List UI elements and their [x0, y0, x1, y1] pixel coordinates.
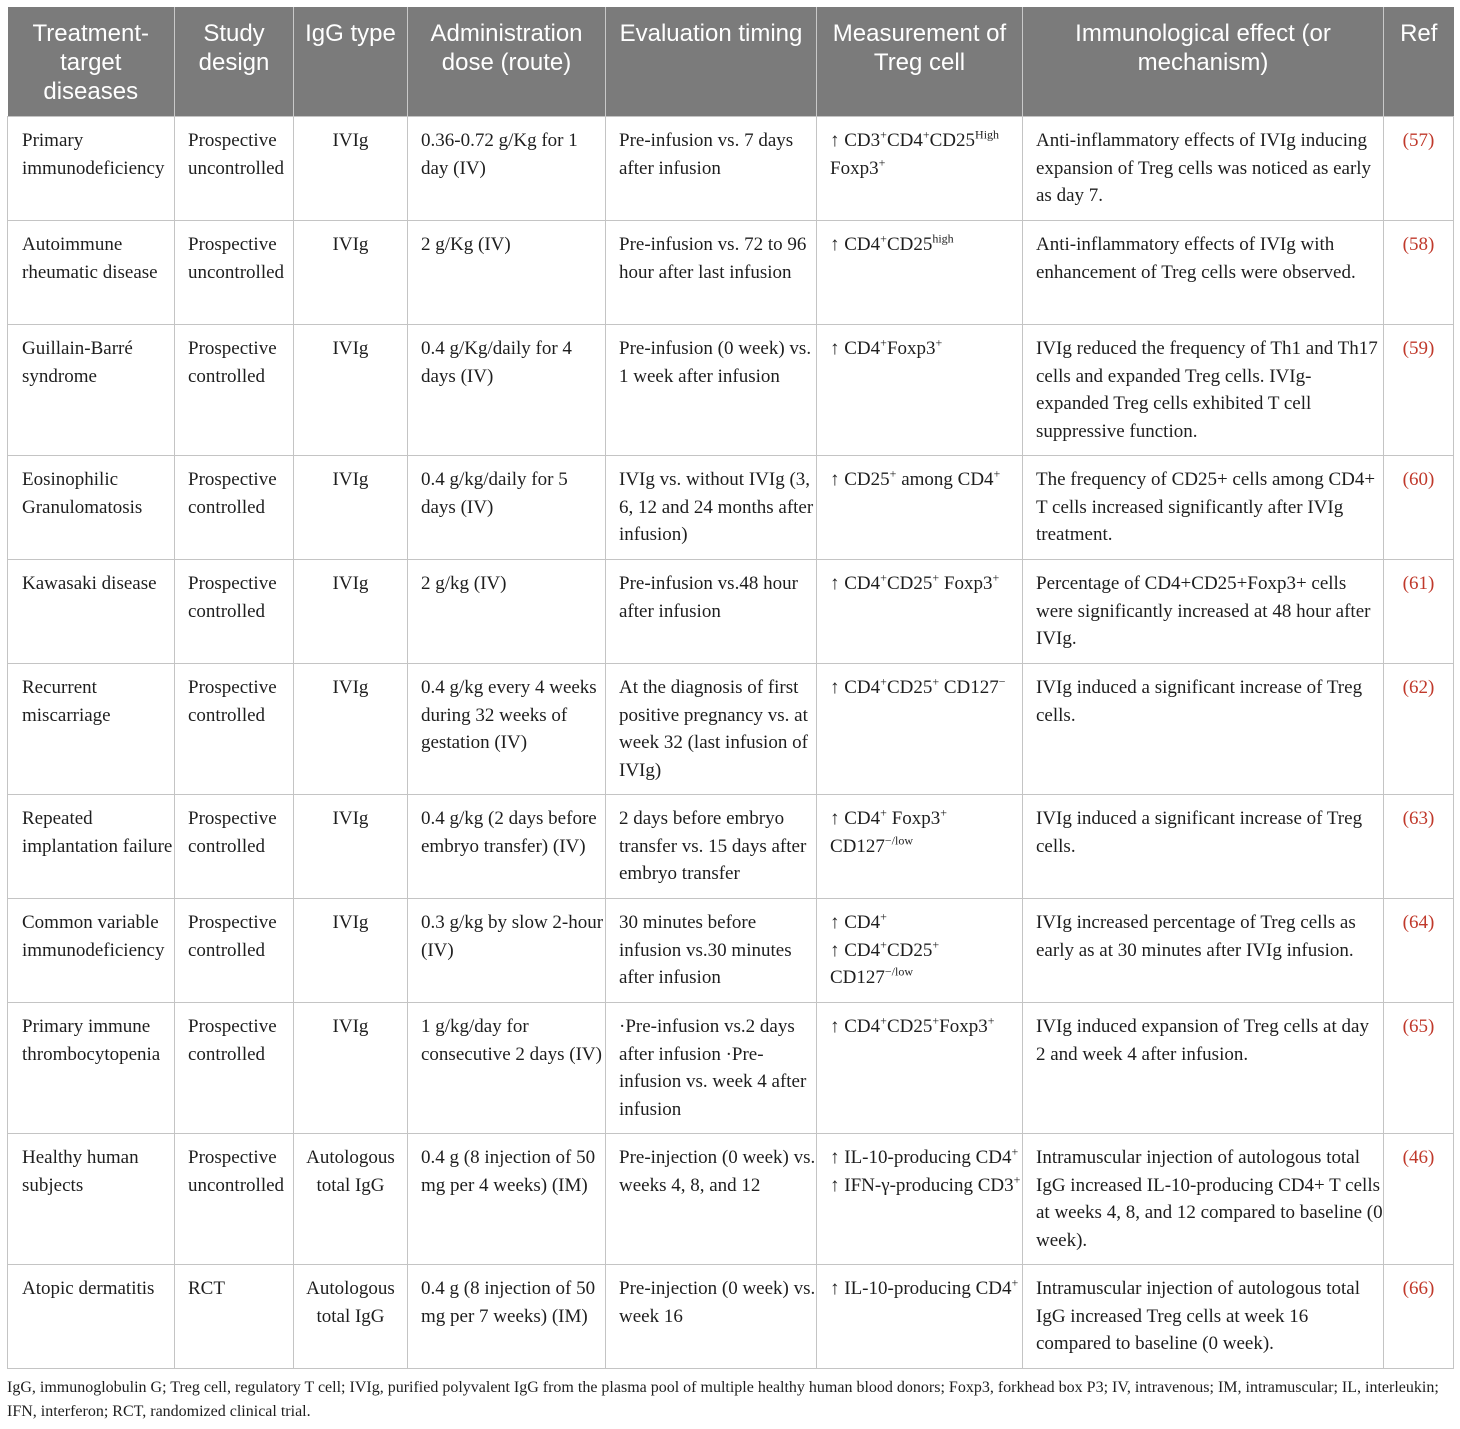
treg-cell [817, 1265, 1023, 1369]
study-design-cell: Prospective controlled [175, 795, 294, 899]
header-treg-measurement: Measurement of Treg cell [817, 7, 1023, 117]
study-design-cell: Prospective controlled [175, 899, 294, 1003]
study-design-cell: Prospective controlled [175, 325, 294, 456]
ref-cell [1384, 221, 1454, 325]
dose-cell: 0.4 g (8 injection of 50 mg per 4 weeks) (IM) [408, 1134, 606, 1265]
ref-cell [1384, 117, 1454, 221]
reference-link[interactable]: (64) [1402, 912, 1435, 933]
ref-cell [1384, 1134, 1454, 1265]
timing-cell: Pre-infusion vs. 7 days after infusion [606, 117, 817, 221]
study-design-cell: Prospective controlled [175, 456, 294, 560]
treg-marker: ↑ $CD3^+CD4^+CD25^{High}$ Foxp3+ [830, 127, 1000, 179]
igg-type-cell: IVIg [294, 325, 408, 456]
effect-cell: IVIg induced expansion of Treg cells at day 2 and week 4 after infusion. [1023, 1003, 1384, 1134]
reference-link[interactable]: (66) [1402, 1278, 1435, 1299]
dose-cell: 0.4 g/Kg/daily for 4 days (IV) [408, 325, 606, 456]
disease-cell: Repeated implantation failure [8, 795, 175, 899]
effect-cell: IVIg reduced the frequency of Th1 and Th17 cells and expanded Treg cells. IVIg-expanded Treg cells exhibited T cell suppressive function. [1023, 325, 1384, 456]
treg-cell [817, 899, 1023, 1003]
disease-cell: Common variable immunodeficiency [8, 899, 175, 1003]
table-container [7, 7, 1453, 1369]
reference-link[interactable]: (63) [1402, 808, 1435, 829]
effect-cell: The frequency of CD25+ cells among CD4+ T cells increased significantly after IVIg treatment. [1023, 456, 1384, 560]
treg-cell [817, 560, 1023, 664]
ref-cell [1384, 325, 1454, 456]
study-design-cell: Prospective uncontrolled [175, 117, 294, 221]
reference-link[interactable]: (60) [1402, 469, 1435, 490]
ref-cell [1384, 456, 1454, 560]
reference-link[interactable]: (61) [1402, 573, 1435, 594]
study-design-cell: Prospective uncontrolled [175, 1134, 294, 1265]
treg-cell [817, 325, 1023, 456]
table-row [8, 221, 1454, 325]
treg-cell [817, 664, 1023, 795]
treg-marker: ↑ $CD4^+CD25^{high}$ [830, 231, 954, 255]
header-evaluation-timing: Evaluation timing [606, 7, 817, 117]
treg-cell [817, 795, 1023, 899]
study-design-cell: Prospective controlled [175, 1003, 294, 1134]
treg-marker: ↑ CD25+ among CD4+ [830, 466, 1001, 490]
disease-cell: Autoimmune rheumatic disease [8, 221, 175, 325]
igg-type-cell: IVIg [294, 221, 408, 325]
reference-link[interactable]: (65) [1402, 1016, 1435, 1037]
timing-cell: 30 minutes before infusion vs.30 minutes after infusion [606, 899, 817, 1003]
igg-type-cell: IVIg [294, 117, 408, 221]
disease-cell: Eosinophilic Granulomatosis [8, 456, 175, 560]
ref-cell [1384, 795, 1454, 899]
reference-link[interactable]: (62) [1402, 677, 1435, 698]
dose-cell: 0.4 g/kg (2 days before embryo transfer) (IV) [408, 795, 606, 899]
timing-cell: 2 days before embryo transfer vs. 15 days after embryo transfer [606, 795, 817, 899]
treg-cell [817, 1134, 1023, 1265]
igg-type-cell: IVIg [294, 899, 408, 1003]
reference-link[interactable]: (59) [1402, 338, 1435, 359]
dose-cell: 0.4 g (8 injection of 50 mg per 7 weeks) (IM) [408, 1265, 606, 1369]
study-design-cell: RCT [175, 1265, 294, 1369]
disease-cell: Recurrent miscarriage [8, 664, 175, 795]
header-row [8, 7, 1454, 117]
disease-cell: Primary immune thrombocytopenia [8, 1003, 175, 1134]
timing-cell: Pre-infusion (0 week) vs. 1 week after infusion [606, 325, 817, 456]
treg-marker: ↑ CD4+CD25+ CD127− [830, 674, 1006, 698]
treg-cell [817, 117, 1023, 221]
effect-cell: Anti-inflammatory effects of IVIg inducing expansion of Treg cells was noticed as early as day 7. [1023, 117, 1384, 221]
table-row [8, 325, 1454, 456]
treg-igg-table [7, 7, 1454, 1369]
timing-cell: Pre-infusion vs.48 hour after infusion [606, 560, 817, 664]
header-treatment-target: Treatment-target diseases [8, 7, 175, 117]
treg-marker: ↑ CD4+Foxp3+ [830, 335, 943, 359]
effect-cell: IVIg induced a significant increase of Treg cells. [1023, 664, 1384, 795]
table-row [8, 664, 1454, 795]
treg-marker: ↑ CD4+CD25+ $CD127^{-/low}$ [830, 937, 940, 989]
dose-cell: 0.4 g/kg/daily for 5 days (IV) [408, 456, 606, 560]
effect-cell: IVIg increased percentage of Treg cells as early as at 30 minutes after IVIg infusion. [1023, 899, 1384, 1003]
timing-cell: Pre-injection (0 week) vs. weeks 4, 8, and 12 [606, 1134, 817, 1265]
disease-cell: Primary immunodeficiency [8, 117, 175, 221]
igg-type-cell: Autologous total IgG [294, 1134, 408, 1265]
table-row [8, 899, 1454, 1003]
treg-cell [817, 456, 1023, 560]
table-row [8, 1003, 1454, 1134]
igg-type-cell: IVIg [294, 560, 408, 664]
effect-cell: Percentage of CD4+CD25+Foxp3+ cells were significantly increased at 48 hour after IVIg. [1023, 560, 1384, 664]
ref-cell [1384, 899, 1454, 1003]
treg-cell [817, 1003, 1023, 1134]
treg-marker: ↑ IL-10-producing CD4+ [830, 1144, 1019, 1168]
ref-cell [1384, 664, 1454, 795]
header-ref: Ref [1384, 7, 1454, 117]
timing-cell: At the diagnosis of first positive pregnancy vs. at week 32 (last infusion of IVIg) [606, 664, 817, 795]
dose-cell: 2 g/Kg (IV) [408, 221, 606, 325]
study-design-cell: Prospective uncontrolled [175, 221, 294, 325]
header-immunological-effect: Immunological effect (or mechanism) [1023, 7, 1384, 117]
table-row [8, 456, 1454, 560]
table-row [8, 117, 1454, 221]
effect-cell: Anti-inflammatory effects of IVIg with enhancement of Treg cells were observed. [1023, 221, 1384, 325]
treg-marker: ↑ CD4+CD25+ Foxp3+ [830, 570, 1000, 594]
timing-cell: IVIg vs. without IVIg (3, 6, 12 and 24 months after infusion) [606, 456, 817, 560]
ref-cell [1384, 560, 1454, 664]
igg-type-cell: Autologous total IgG [294, 1265, 408, 1369]
treg-marker: ↑ IFN-γ-producing CD3+ [830, 1172, 1021, 1196]
ref-cell [1384, 1265, 1454, 1369]
treg-marker: ↑ CD4+ Foxp3+ $CD127^{-/low}$ [830, 805, 948, 857]
igg-type-cell: IVIg [294, 456, 408, 560]
igg-type-cell: IVIg [294, 664, 408, 795]
table-row [8, 1265, 1454, 1369]
ref-cell [1384, 1003, 1454, 1134]
treg-cell [817, 221, 1023, 325]
study-design-cell: Prospective controlled [175, 560, 294, 664]
reference-link[interactable]: (46) [1402, 1147, 1435, 1168]
timing-cell: Pre-injection (0 week) vs. week 16 [606, 1265, 817, 1369]
disease-cell: Healthy human subjects [8, 1134, 175, 1265]
header-administration-dose: Administration dose (route) [408, 7, 606, 117]
treg-marker: ↑ CD4+ [830, 909, 887, 933]
table-row [8, 1134, 1454, 1265]
dose-cell: 0.4 g/kg every 4 weeks during 32 weeks of gestation (IV) [408, 664, 606, 795]
study-design-cell: Prospective controlled [175, 664, 294, 795]
reference-link[interactable]: (58) [1402, 234, 1435, 255]
effect-cell: IVIg induced a significant increase of Treg cells. [1023, 795, 1384, 899]
igg-type-cell: IVIg [294, 795, 408, 899]
effect-cell: Intramuscular injection of autologous total IgG increased Treg cells at week 16 compared to baseline (0 week). [1023, 1265, 1384, 1369]
igg-type-cell: IVIg [294, 1003, 408, 1134]
header-study-design: Study design [175, 7, 294, 117]
timing-cell: Pre-infusion vs. 72 to 96 hour after last infusion [606, 221, 817, 325]
dose-cell: 0.36-0.72 g/Kg for 1 day (IV) [408, 117, 606, 221]
table-row [8, 560, 1454, 664]
effect-cell: Intramuscular injection of autologous total IgG increased IL-10-producing CD4+ T cells at weeks 4, 8, and 12 compared to baseline (0 week). [1023, 1134, 1384, 1265]
reference-link[interactable]: (57) [1402, 130, 1435, 151]
table-row [8, 795, 1454, 899]
disease-cell: Guillain-Barré syndrome [8, 325, 175, 456]
dose-cell: 0.3 g/kg by slow 2-hour (IV) [408, 899, 606, 1003]
dose-cell: 1 g/kg/day for consecutive 2 days (IV) [408, 1003, 606, 1134]
dose-cell: 2 g/kg (IV) [408, 560, 606, 664]
table-footnote: IgG, immunoglobulin G; Treg cell, regulatory T cell; IVIg, purified polyvalent IgG from the plasma pool of multiple healthy human blood donors; Foxp3, forkhead box P3; IV, intravenous; IM, intramuscular; IL, interleukin; IFN, interferon; RCT, randomized clinical trial. [7, 1379, 1439, 1420]
treg-marker: ↑ IL-10-producing CD4+ [830, 1275, 1019, 1299]
disease-cell: Atopic dermatitis [8, 1265, 175, 1369]
disease-cell: Kawasaki disease [8, 560, 175, 664]
timing-cell: ·Pre-infusion vs.2 days after infusion ·Pre-infusion vs. week 4 after infusion [606, 1003, 817, 1134]
treg-marker: ↑ CD4+CD25+Foxp3+ [830, 1013, 995, 1037]
header-igg-type: IgG type [294, 7, 408, 117]
